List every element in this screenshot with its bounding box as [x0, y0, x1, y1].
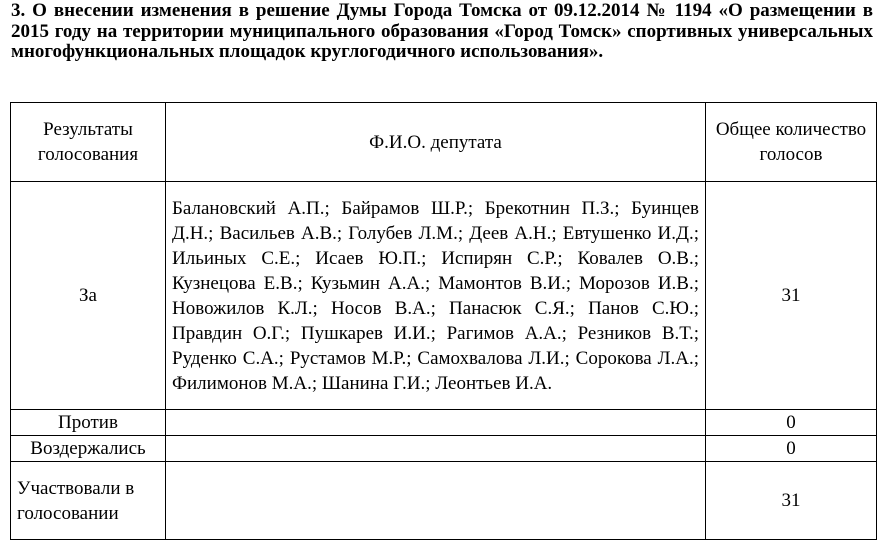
row-label-participated: Участвовали в голосовании	[11, 462, 166, 540]
header-total: Общее количество голосов	[706, 103, 877, 182]
table-row-participated	[11, 462, 877, 540]
row-label-for: За	[11, 182, 166, 410]
header-deputy: Ф.И.О. депутата	[166, 103, 706, 182]
table-row-abstained	[11, 436, 877, 462]
row-label-abstained: Воздержались	[11, 436, 166, 462]
header-results: Результаты голосования	[11, 103, 166, 182]
table-row-for	[11, 182, 877, 410]
deputy-names-against	[166, 410, 706, 436]
row-label-against: Против	[11, 410, 166, 436]
deputy-names-for: Балановский А.П.; Байрамов Ш.Р.; Брекотнин П.З.; Буинцев Д.Н.; Васильев А.В.; Голубев Л.М.; Деев А.Н.; Евтушенко И.Д.; Ильиных С.Е.; Исаев Ю.П.; Испирян С.Р.; Ковалев О.В.; Кузнецова Е.В.; Кузьмин А.А.; Мамонтов В.И.; Морозов И.В.; Новожилов К.Л.; Носов В.А.; Панасюк С.Я.; Панов С.Ю.; Правдин О.Г.; Пушкарев И.И.; Рагимов А.А.; Резников В.Т.; Руденко С.А.; Рустамов М.Р.; Самохвалова Л.И.; Сорокова Л.А.; Филимонов М.А.; Шанина Г.И.; Леонтьев И.А.	[166, 182, 706, 410]
agenda-item-heading: 3. О внесении изменения в решение Думы Города Томска от 09.12.2014 № 1194 «О размещении в 2015 году на территории муниципального образования «Город Томск» спортивных универсальных многофункциональных площадок круглогодичного использования».	[11, 0, 873, 62]
table-row-against	[11, 410, 877, 436]
row-total-for: 31	[706, 182, 877, 410]
deputy-names-abstained	[166, 436, 706, 462]
row-total-against: 0	[706, 410, 877, 436]
voting-results-table	[10, 102, 877, 540]
deputy-names-participated	[166, 462, 706, 540]
row-total-abstained: 0	[706, 436, 877, 462]
row-total-participated: 31	[706, 462, 877, 540]
table-header-row	[11, 103, 877, 182]
